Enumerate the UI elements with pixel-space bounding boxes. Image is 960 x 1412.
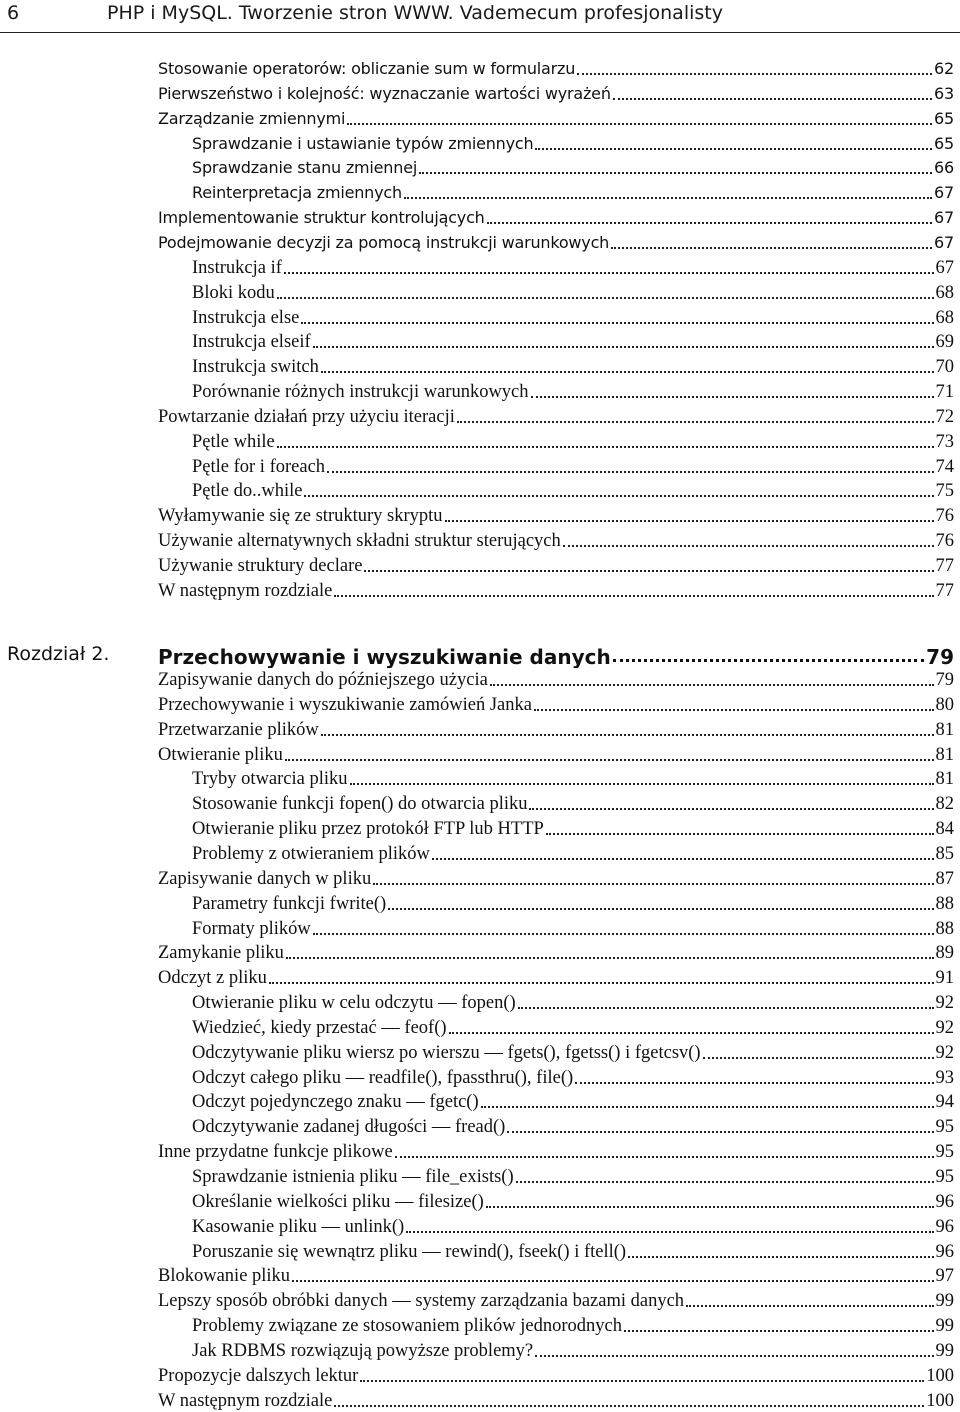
dot-leader <box>507 1131 933 1133</box>
toc-entry[interactable] <box>192 280 954 304</box>
toc-entry-page: 100 <box>926 1390 954 1411</box>
toc-entry[interactable] <box>158 1139 954 1163</box>
toc-entry[interactable] <box>192 305 954 329</box>
toc-entry[interactable] <box>192 180 954 204</box>
dot-leader <box>516 1181 934 1183</box>
toc-entry-page: 99 <box>935 1316 954 1337</box>
toc-entry[interactable] <box>158 667 954 691</box>
toc-entry-page: 89 <box>935 943 954 964</box>
toc-entry-title: Odczyt pojedynczego znaku — fgetc() <box>192 1092 479 1113</box>
toc-entry-title: Inne przydatne funkcje plikowe <box>158 1142 393 1163</box>
dot-leader <box>419 172 932 174</box>
dot-leader <box>575 1082 933 1084</box>
dot-leader <box>457 421 934 423</box>
dot-leader <box>284 272 934 274</box>
dot-leader <box>628 1256 933 1258</box>
toc-entry-title: Sprawdzanie i ustawianie typów zmiennych <box>192 133 534 153</box>
toc-entry-title: Bloki kodu <box>192 282 275 303</box>
dot-leader <box>518 1007 934 1009</box>
toc-entry-title: W następnym rozdziale <box>158 1390 333 1411</box>
toc-entry-title: Instrukcja else <box>192 307 300 328</box>
toc-entry-page: 88 <box>935 893 954 914</box>
toc-entry-page: 67 <box>934 208 954 228</box>
toc-entry-page: 92 <box>935 993 954 1014</box>
toc-entry-page: 81 <box>935 744 954 765</box>
toc-entry-page: 97 <box>935 1266 954 1287</box>
toc-entry-page: 67 <box>934 183 954 203</box>
toc-entry[interactable] <box>192 478 954 502</box>
toc-entry-title: Stosowanie operatorów: obliczanie sum w formularzu <box>158 59 576 78</box>
toc-entry[interactable] <box>158 553 954 577</box>
toc-entry-title: Wyłamywanie się ze struktury skryptu <box>158 506 443 527</box>
toc-entry[interactable] <box>192 255 954 279</box>
toc-entry-title: Przechowywanie i wyszukiwanie zamówień Janka <box>158 694 532 715</box>
toc-entry[interactable] <box>192 1114 954 1138</box>
toc-entry-title: Otwieranie pliku <box>158 744 283 765</box>
toc-entry-page: 67 <box>935 257 954 278</box>
toc-entry[interactable] <box>158 965 954 989</box>
chapter-page: 79 <box>926 645 954 668</box>
dot-leader <box>347 123 932 125</box>
toc-entry-page: 85 <box>935 843 954 864</box>
page-header <box>0 0 960 28</box>
toc-entry-page: 77 <box>935 556 954 576</box>
toc-entry[interactable] <box>192 131 954 155</box>
dot-leader <box>301 322 933 324</box>
toc-entry-page: 67 <box>934 232 954 252</box>
toc-entry-page: 65 <box>934 108 954 128</box>
dot-leader <box>406 1231 933 1233</box>
toc-entry-page: 72 <box>935 406 954 427</box>
toc-entry-title: Propozycje dalszych lektur <box>158 1365 359 1386</box>
toc-entry-title: Odczyt całego pliku — readfile(), fpassthru(), file() <box>192 1067 574 1088</box>
toc-entry-title: Parametry funkcji fwrite() <box>192 893 387 914</box>
toc-entry-page: 94 <box>935 1092 954 1113</box>
dot-leader <box>334 1405 924 1407</box>
toc-entry-page: 92 <box>935 1017 954 1038</box>
toc-entry[interactable] <box>158 404 954 428</box>
toc-entry-page: 62 <box>934 59 954 78</box>
toc-entry-title: Zapisywanie danych do późniejszego użycia <box>158 670 488 690</box>
toc-entry[interactable] <box>158 1288 954 1312</box>
toc-entry-page: 80 <box>935 694 954 715</box>
toc-entry[interactable] <box>158 528 954 552</box>
dot-leader <box>529 808 933 810</box>
toc-entry[interactable] <box>158 692 954 716</box>
dot-leader <box>304 495 933 497</box>
dot-leader <box>481 1106 934 1108</box>
toc-entry-page: 65 <box>934 133 954 153</box>
chapter-heading[interactable] <box>158 640 954 668</box>
dot-leader <box>611 247 932 249</box>
dot-leader <box>486 1206 934 1208</box>
header-rule <box>0 32 960 33</box>
dot-leader <box>531 396 934 398</box>
dot-leader <box>686 1305 933 1307</box>
toc-entry-title: Otwieranie pliku w celu odczytu — fopen() <box>192 993 516 1014</box>
toc-entry[interactable] <box>158 1263 954 1287</box>
dot-leader <box>563 545 934 547</box>
toc-entry[interactable] <box>192 1189 954 1213</box>
chapter-label: Rozdział 2. <box>7 643 110 665</box>
toc-entry[interactable] <box>192 1239 954 1263</box>
toc-entry[interactable] <box>192 816 954 840</box>
dot-leader <box>534 709 934 711</box>
dot-leader <box>703 1057 934 1059</box>
toc-entry-page: 100 <box>926 1365 954 1386</box>
dot-leader <box>269 982 934 984</box>
dot-leader <box>613 659 924 662</box>
toc-entry-page: 99 <box>935 1340 954 1361</box>
toc-entry[interactable] <box>158 866 954 890</box>
toc-entry-title: Zamykanie pliku <box>158 943 284 964</box>
dot-leader <box>292 1280 933 1282</box>
dot-leader <box>490 684 934 686</box>
chapter-title: Przechowywanie i wyszukiwanie danych <box>158 645 611 668</box>
running-title: PHP i MySQL. Tworzenie stron WWW. Vademecum profesjonalisty <box>107 2 723 24</box>
toc-entry-title: Używanie struktury declare <box>158 556 363 576</box>
toc-entry[interactable] <box>192 916 954 940</box>
toc-entry-title: Wiedzieć, kiedy przestać — feof() <box>192 1017 447 1038</box>
toc-entry-title: Otwieranie pliku przez protokół FTP lub HTTP <box>192 819 544 840</box>
toc-entry-page: 82 <box>935 794 954 815</box>
toc-entry-title: Zarządzanie zmiennymi <box>158 108 346 128</box>
toc-entry[interactable] <box>192 990 954 1014</box>
dot-leader <box>285 759 934 761</box>
dot-leader <box>624 1330 933 1332</box>
toc-entry-title: Odczytywanie pliku wiersz po wierszu — fgets(), fgetss() i fgetcsv() <box>192 1042 701 1063</box>
dot-leader <box>535 148 932 150</box>
toc-entry-title: Instrukcja if <box>192 257 282 278</box>
toc-entry[interactable] <box>158 742 954 766</box>
dot-leader <box>321 734 934 736</box>
toc-entry-page: 81 <box>935 769 954 790</box>
dot-leader <box>360 1380 924 1382</box>
toc-entry-title: Przetwarzanie plików <box>158 719 319 740</box>
toc-entry-page: 77 <box>935 580 954 601</box>
toc-entry[interactable] <box>192 454 954 478</box>
toc-entry[interactable] <box>192 379 954 403</box>
toc-entry-page: 99 <box>935 1291 954 1312</box>
toc-entry-page: 66 <box>934 158 954 178</box>
toc-entry-title: W następnym rozdziale <box>158 580 333 601</box>
toc-entry-title: Pętle do..while <box>192 481 303 502</box>
toc-entry-title: Pętle for i foreach <box>192 456 326 477</box>
dot-leader <box>445 520 934 522</box>
toc-entry-page: 76 <box>935 506 954 527</box>
dot-leader <box>286 957 934 959</box>
toc-entry-title: Formaty plików <box>192 918 311 939</box>
toc-entry[interactable] <box>192 1214 954 1238</box>
toc-entry[interactable] <box>158 205 954 229</box>
dot-leader <box>577 73 932 75</box>
toc-entry[interactable] <box>158 503 954 527</box>
toc-entry[interactable] <box>192 1065 954 1089</box>
toc-entry[interactable] <box>158 1388 954 1412</box>
toc-entry-title: Problemy związane ze stosowaniem plików jednorodnych <box>192 1316 623 1337</box>
toc-entry[interactable] <box>192 1164 954 1188</box>
toc-entry[interactable] <box>192 1015 954 1039</box>
toc-entry-title: Odczyt z pliku <box>158 968 267 989</box>
toc-entry[interactable] <box>158 106 954 130</box>
toc-entry-page: 88 <box>935 918 954 939</box>
dot-leader <box>327 471 933 473</box>
toc-entry[interactable] <box>158 578 954 602</box>
toc-entry-page: 75 <box>935 481 954 502</box>
toc-entry-title: Instrukcja elseif <box>192 332 311 353</box>
dot-leader <box>277 297 934 299</box>
toc-entry-title: Jak RDBMS rozwiązują powyższe problemy? <box>192 1340 534 1361</box>
toc-entry-title: Powtarzanie działań przy użyciu iteracji <box>158 406 455 427</box>
dot-leader <box>388 908 933 910</box>
dot-leader <box>449 1032 934 1034</box>
dot-leader <box>395 1156 934 1158</box>
toc-entry[interactable] <box>192 1089 954 1113</box>
toc-entry-page: 91 <box>935 968 954 989</box>
toc-entry[interactable] <box>192 155 954 179</box>
dot-leader <box>613 98 932 100</box>
page-number: 6 <box>7 2 20 24</box>
toc-entry-page: 74 <box>935 456 954 477</box>
dot-leader <box>350 783 934 785</box>
dot-leader <box>432 858 934 860</box>
toc-entry[interactable] <box>158 81 954 105</box>
toc-entry-title: Pętle while <box>192 431 275 452</box>
toc-entry-title: Porównanie różnych instrukcji warunkowych <box>192 382 529 403</box>
toc-entry-title: Tryby otwarcia pliku <box>192 769 348 790</box>
toc-entry-page: 76 <box>935 531 954 552</box>
toc-entry-page: 73 <box>935 431 954 452</box>
toc-entry[interactable] <box>192 1338 954 1362</box>
toc-entry[interactable] <box>158 1363 954 1387</box>
toc-entry-page: 96 <box>935 1216 954 1237</box>
dot-leader <box>404 197 932 199</box>
toc-entry-title: Zapisywanie danych w pliku <box>158 868 372 889</box>
toc-entry-page: 70 <box>935 357 954 378</box>
toc-entry[interactable] <box>192 766 954 790</box>
dot-leader <box>373 883 933 885</box>
toc-entry[interactable] <box>192 791 954 815</box>
toc-entry-page: 95 <box>935 1167 954 1187</box>
dot-leader <box>487 222 932 224</box>
toc-entry-title: Instrukcja switch <box>192 357 319 378</box>
dot-leader <box>321 371 934 373</box>
toc-entry-page: 96 <box>935 1191 954 1212</box>
dot-leader <box>334 595 933 597</box>
toc-entry-title: Kasowanie pliku — unlink() <box>192 1216 405 1237</box>
toc-entry-title: Blokowanie pliku <box>158 1266 291 1287</box>
toc-entry-title: Podejmowanie decyzji za pomocą instrukcji warunkowych <box>158 232 610 252</box>
toc-entry-title: Poruszanie się wewnątrz pliku — rewind(), fseek() i ftell() <box>192 1241 627 1262</box>
dot-leader <box>313 933 934 935</box>
toc-entry-page: 96 <box>935 1241 954 1262</box>
dot-leader <box>277 446 934 448</box>
toc-entry[interactable] <box>192 1313 954 1337</box>
toc-entry[interactable] <box>192 1040 954 1064</box>
dot-leader <box>313 346 934 348</box>
toc-entry-title: Odczytywanie zadanej długości — fread() <box>192 1117 506 1138</box>
dot-leader <box>546 833 934 835</box>
toc-entry-page: 95 <box>935 1142 954 1163</box>
toc-entry[interactable] <box>158 56 954 80</box>
toc-entry[interactable] <box>192 429 954 453</box>
toc-entry-page: 95 <box>935 1117 954 1138</box>
toc-entry[interactable] <box>192 329 954 353</box>
toc-entry-page: 63 <box>934 83 954 103</box>
toc-entry-title: Określanie wielkości pliku — filesize() <box>192 1191 484 1212</box>
toc-entry-page: 87 <box>935 868 954 889</box>
toc-entry-title: Problemy z otwieraniem plików <box>192 843 430 864</box>
toc-entry-title: Reinterpretacja zmiennych <box>192 183 402 203</box>
toc-entry-page: 93 <box>935 1067 954 1088</box>
toc-entry-page: 71 <box>935 382 954 403</box>
toc-entry-title: Sprawdzanie istnienia pliku — file_exists() <box>192 1167 514 1187</box>
dot-leader <box>364 570 933 572</box>
toc-entry[interactable] <box>158 230 954 254</box>
toc-entry-page: 81 <box>935 719 954 740</box>
dot-leader <box>535 1355 933 1357</box>
toc-entry[interactable] <box>192 841 954 865</box>
toc-entry-page: 68 <box>935 282 954 303</box>
toc-entry[interactable] <box>158 717 954 741</box>
toc-entry-page: 84 <box>935 819 954 840</box>
toc-entry-title: Używanie alternatywnych składni struktur sterujących <box>158 531 561 552</box>
toc-entry-page: 68 <box>935 307 954 328</box>
toc-entry-title: Stosowanie funkcji fopen() do otwarcia pliku <box>192 794 528 815</box>
toc-entry-title: Pierwszeństwo i kolejność: wyznaczanie wartości wyrażeń <box>158 83 611 103</box>
toc-entry-page: 69 <box>935 332 954 353</box>
toc-entry[interactable] <box>158 940 954 964</box>
toc-entry-title: Lepszy sposób obróbki danych — systemy zarządzania bazami danych <box>158 1291 685 1312</box>
toc-entry-page: 92 <box>935 1042 954 1063</box>
toc-entry-page: 79 <box>935 670 954 690</box>
toc-entry[interactable] <box>192 354 954 378</box>
toc-entry[interactable] <box>192 891 954 915</box>
toc-entry-title: Sprawdzanie stanu zmiennej <box>192 158 418 178</box>
toc-entry-title: Implementowanie struktur kontrolujących <box>158 208 485 228</box>
